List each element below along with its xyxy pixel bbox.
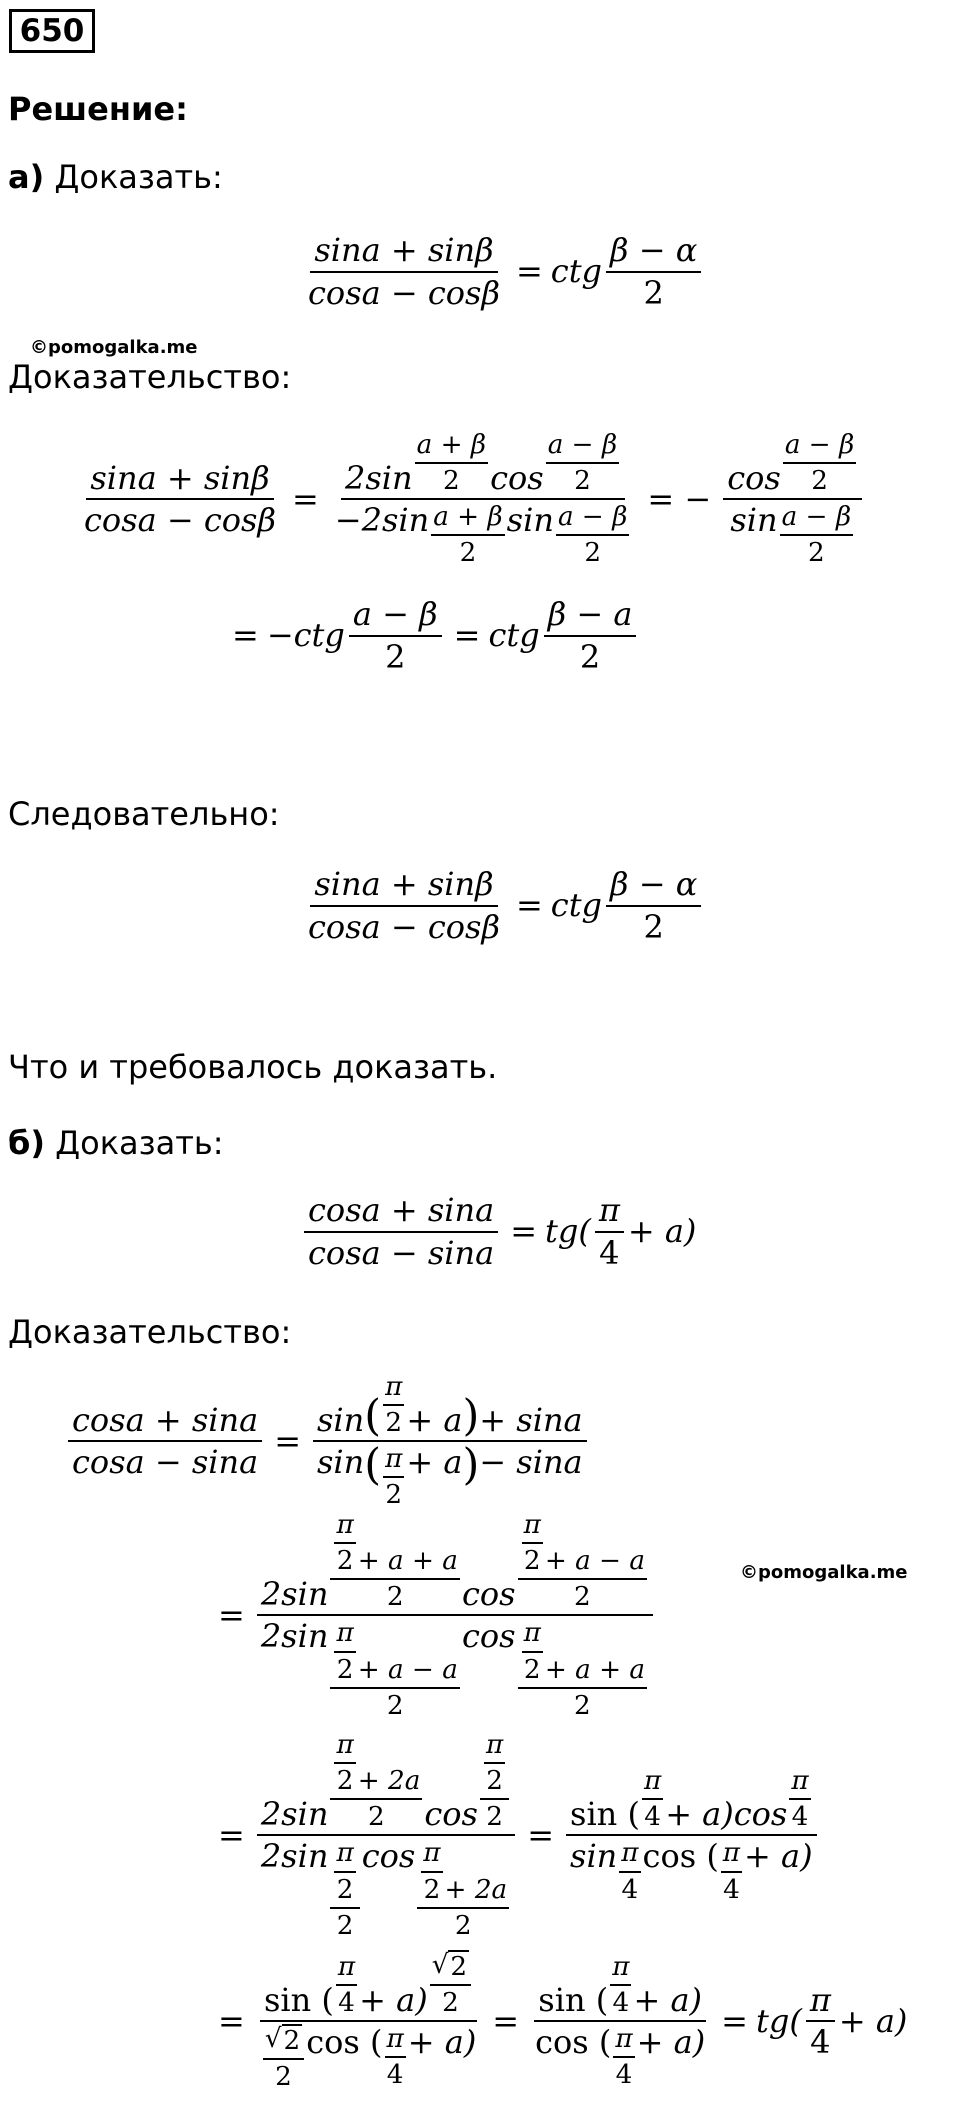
part-b-prove-text: Доказать: <box>55 1124 224 1162</box>
formula-a-conclusion: $\frac{\sin a + \sin\beta}{\cos a - \cos\beta}$ = ctg $\frac{\beta - \alpha}{2}$ <box>300 866 705 946</box>
part-b-label: б) <box>8 1124 45 1162</box>
part-b-proof-label: Доказательство: <box>8 1313 292 1351</box>
part-a-prove-text: Доказать: <box>54 158 223 196</box>
formula-a-statement: $\frac{\sin a + \sin\beta}{\cos a - \cos\beta}$ = ctg $\frac{\beta - \alpha}{2}$ <box>300 232 705 312</box>
watermark-2: ©pomogalka.me <box>740 1562 908 1583</box>
formula-b-proof-line4: = sin ( $\frac{\pi}{4}$ + a) √ 2 2 √ 2 2 cos ( $\frac{\pi}{4}$ + a) = sin ( $\frac{\pi}{4}$ + a) cos ( $\frac{\pi}{4}$ + a) = tg( $\frac{\pi}{4}$ + a) <box>218 1950 908 2093</box>
problem-number: 650 <box>9 9 95 53</box>
formula-a-proof-line2: = −ctg $\frac{a - \beta}{2}$ = ctg $\frac{\beta - a}{2}$ <box>232 596 640 676</box>
part-a-prove <box>8 158 223 196</box>
formula-b-proof-line2: = 2sin $\frac{\pi}{2}$ + a + a 2 cos $\frac{\pi}{2}$ + a − a 2 2sin $\frac{\pi}{2}$ + a − a 2 cos $\frac{\pi}{2}$ + a + a 2 <box>218 1510 657 1721</box>
solution-heading: Решение: <box>8 90 188 128</box>
part-a-label: а) <box>8 158 45 196</box>
part-b-prove <box>8 1124 224 1162</box>
formula-a-proof-line1: $\frac{\sin a + \sin\beta}{\cos a - \cos\beta}$ = 2sin $\frac{a + \beta}{2}$ cos $\frac{a - \beta}{2}$ −2sin $\frac{a + \beta}{2}$ sin $\frac{a - \beta}{2}$ = − cos $\frac{a - \beta}{2}$ sin $\frac{a - \beta}{2}$ <box>76 430 866 569</box>
part-a-qed: Что и требовалось доказать. <box>8 1048 498 1086</box>
formula-b-proof-line1: $\frac{\cos a + \sin a}{\cos a - \sin a}$ = sin ( $\frac{\pi}{2}$ + a ) + sina sin ( $\frac{\pi}{2}$ + a ) − sina <box>64 1372 591 1511</box>
watermark-1: ©pomogalka.me <box>30 337 198 358</box>
part-a-proof-label: Доказательство: <box>8 358 292 396</box>
formula-b-proof-line3: = 2sin $\frac{\pi}{2}$ + 2a 2 cos $\frac{\frac{\pi}{2}}{2}$ 2sin $\frac{\frac{\pi}{2}}{2}$ cos $\frac{\pi}{2}$ + 2a 2 = sin ( $\frac{\pi}{4}$ + a)cos $\frac{\pi}{4}$ sin $\frac{\pi}{4}$ cos ( $\frac{\pi}{4}$ + a) <box>218 1730 821 1941</box>
formula-b-statement: $\frac{\cos a + \sin a}{\cos a - \sin a}$ = tg( $\frac{\pi}{4}$ + a) <box>300 1192 696 1272</box>
part-a-therefore: Следовательно: <box>8 795 280 833</box>
